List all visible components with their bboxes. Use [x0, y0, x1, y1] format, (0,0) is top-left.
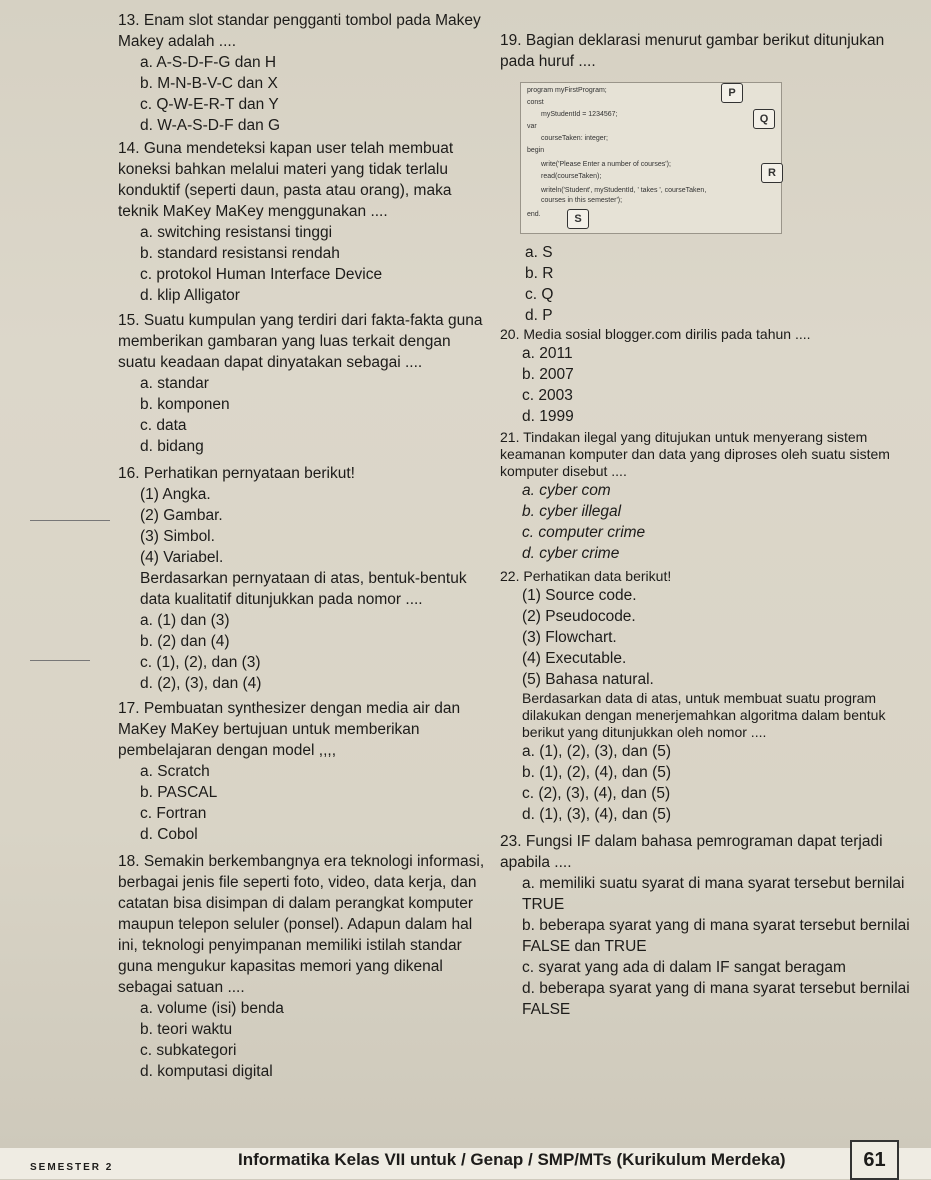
option-b: b. komponen: [140, 396, 230, 413]
option-b: b. M-N-B-V-C dan X: [140, 75, 278, 92]
option-a: a. (1), (2), (3), dan (5): [522, 743, 672, 760]
option-c: c. computer crime: [522, 524, 646, 541]
option-b: b. (2) dan (4): [140, 633, 230, 650]
option-a: a. 2011: [522, 345, 573, 362]
left-column: [118, 10, 488, 1082]
question-stem-continued: Berdasarkan data di atas, untuk membuat suatu program dilakukan dengan menerjemahkan algoritma dalam bentuk berikut yang ditunjukkan oleh nomor ....: [522, 690, 886, 740]
question-15: [118, 310, 488, 457]
data-item: (4) Executable.: [522, 650, 627, 667]
question-stem: 18. Semakin berkembangnya era teknologi informasi, berbagai jenis file seperti foto, video, data kerja, dan catatan bisa disimpan di dalam perangkat komputer maupun telepon seluler (ponsel). Adapun dalam hal ini, teknologi penyimpanan memiliki istilah standar guna mengukur kapasitas memori yang dikenal sebagai satuan ....: [118, 853, 485, 996]
option-d: d. W-A-S-D-F dan G: [140, 117, 281, 134]
margin-rule: [30, 520, 110, 521]
option-d: d. beberapa syarat yang di mana syarat tersebut bernilai FALSE: [522, 980, 910, 1018]
option-d: d. P: [525, 307, 553, 324]
right-column-lower: [525, 242, 915, 326]
option-d: d. (1), (3), (4), dan (5): [522, 806, 672, 823]
option-c: c. protokol Human Interface Device: [140, 266, 383, 283]
question-22: [500, 568, 915, 825]
code-line: read(courseTaken);: [541, 173, 602, 180]
option-b: b. PASCAL: [140, 784, 218, 801]
question-stem-continued: Berdasarkan pernyataan di atas, bentuk-bentuk data kualitatif ditunjukkan pada nomor ....: [140, 570, 467, 608]
data-item: (2) Pseudocode.: [522, 608, 636, 625]
option-c: c. subkategori: [140, 1042, 237, 1059]
semester-label: SEMESTER 2: [30, 1162, 114, 1173]
code-line: myStudentId = 1234567;: [541, 111, 618, 118]
option-b: b. teori waktu: [140, 1021, 233, 1038]
question-stem: 16. Perhatikan pernyataan berikut!: [118, 465, 355, 482]
question-stem: 23. Fungsi IF dalam bahasa pemrograman dapat terjadi apabila ....: [500, 833, 883, 871]
question-23: [500, 831, 915, 1020]
question-21: [500, 429, 915, 564]
option-a: a. (1) dan (3): [140, 612, 230, 629]
option-a: a. Scratch: [140, 763, 210, 780]
option-d: d. 1999: [522, 408, 574, 425]
footer-title: Informatika Kelas VII untuk / Genap / SMP/MTs (Kurikulum Merdeka): [238, 1150, 786, 1169]
statement-item: (4) Variabel.: [140, 549, 224, 566]
data-item: (1) Source code.: [522, 587, 637, 604]
question-16: [118, 463, 488, 694]
statement-item: (2) Gambar.: [140, 507, 223, 524]
right-column-main: [500, 326, 915, 1020]
question-stem: 13. Enam slot standar pengganti tombol pada Makey Makey adalah ....: [118, 12, 481, 50]
label-r: R: [761, 163, 783, 183]
question-19: [500, 30, 915, 72]
code-line: end.: [527, 211, 541, 218]
code-line: program myFirstProgram;: [527, 87, 607, 94]
option-c: c. Q-W-E-R-T dan Y: [140, 96, 279, 113]
code-line: courses in this semester');: [541, 197, 623, 204]
option-b: b. 2007: [522, 366, 574, 383]
question-stem: 22. Perhatikan data berikut!: [500, 568, 672, 584]
option-c: c. (1), (2), dan (3): [140, 654, 261, 671]
option-d: d. Cobol: [140, 826, 198, 843]
question-stem: 19. Bagian deklarasi menurut gambar berikut ditunjukan pada huruf ....: [500, 32, 885, 70]
option-a: a. A-S-D-F-G dan H: [140, 54, 277, 71]
option-a: a. volume (isi) benda: [140, 1000, 284, 1017]
code-line: writeln('Student', myStudentId, ' takes ', courseTaken,: [541, 187, 707, 194]
question-18: [118, 851, 488, 1082]
option-c: c. (2), (3), (4), dan (5): [522, 785, 671, 802]
option-c: c. Q: [525, 286, 554, 303]
question-stem: 14. Guna mendeteksi kapan user telah membuat koneksi bahkan melalui materi yang tidak terlalu konduktif (seperti daun, pasta atau orang), maka teknik MaKey MaKey menggunakan ....: [118, 140, 454, 220]
page-number: 61: [850, 1140, 899, 1180]
option-c: c. 2003: [522, 387, 573, 404]
margin-rule: [30, 660, 90, 661]
data-item: (5) Bahasa natural.: [522, 671, 654, 688]
code-line: var: [527, 123, 537, 130]
label-q: Q: [753, 109, 775, 129]
option-d: d. cyber crime: [522, 545, 620, 562]
option-a: a. S: [525, 244, 553, 261]
question-stem: 20. Media sosial blogger.com dirilis pada tahun ....: [500, 326, 811, 342]
code-figure: [520, 82, 782, 234]
question-20: [500, 326, 915, 427]
option-b: b. beberapa syarat yang di mana syarat tersebut bernilai FALSE dan TRUE: [522, 917, 910, 955]
question-14: [118, 138, 488, 306]
option-a: a. standar: [140, 375, 209, 392]
option-a: a. cyber com: [522, 482, 611, 499]
option-c: c. syarat yang ada di dalam IF sangat beragam: [522, 959, 846, 976]
option-d: d. komputasi digital: [140, 1063, 273, 1080]
statement-item: (1) Angka.: [140, 486, 211, 503]
option-b: b. cyber illegal: [522, 503, 622, 520]
option-c: c. Fortran: [140, 805, 207, 822]
option-c: c. data: [140, 417, 187, 434]
label-p: P: [721, 83, 743, 103]
option-a: a. switching resistansi tinggi: [140, 224, 333, 241]
data-item: (3) Flowchart.: [522, 629, 617, 646]
question-17: [118, 698, 488, 845]
option-b: b. R: [525, 265, 554, 282]
statement-item: (3) Simbol.: [140, 528, 215, 545]
option-b: b. (1), (2), (4), dan (5): [522, 764, 672, 781]
question-19-options: [525, 242, 915, 326]
question-stem: 21. Tindakan ilegal yang ditujukan untuk menyerang sistem keamanan komputer dan data yang diproses oleh suatu sistem komputer disebut ....: [500, 429, 890, 479]
label-s: S: [567, 209, 589, 229]
code-line: write('Please Enter a number of courses');: [541, 161, 671, 168]
option-d: d. bidang: [140, 438, 204, 455]
code-line: const: [527, 99, 544, 106]
option-b: b. standard resistansi rendah: [140, 245, 340, 262]
code-line: courseTaken: integer;: [541, 135, 608, 142]
question-13: [118, 10, 488, 136]
question-stem: 17. Pembuatan synthesizer dengan media air dan MaKey MaKey bertujuan untuk memberikan pembelajaran dengan model ,,,,: [118, 700, 461, 759]
question-stem: 15. Suatu kumpulan yang terdiri dari fakta-fakta guna memberikan gambaran yang luas terkait dengan suatu keadaan dapat dinyatakan sebagai ....: [118, 312, 483, 371]
code-line: begin: [527, 147, 545, 154]
option-d: d. klip Alligator: [140, 287, 240, 304]
right-column: [500, 30, 915, 72]
option-d: d. (2), (3), dan (4): [140, 675, 262, 692]
option-a: a. memiliki suatu syarat di mana syarat tersebut bernilai TRUE: [522, 875, 905, 913]
